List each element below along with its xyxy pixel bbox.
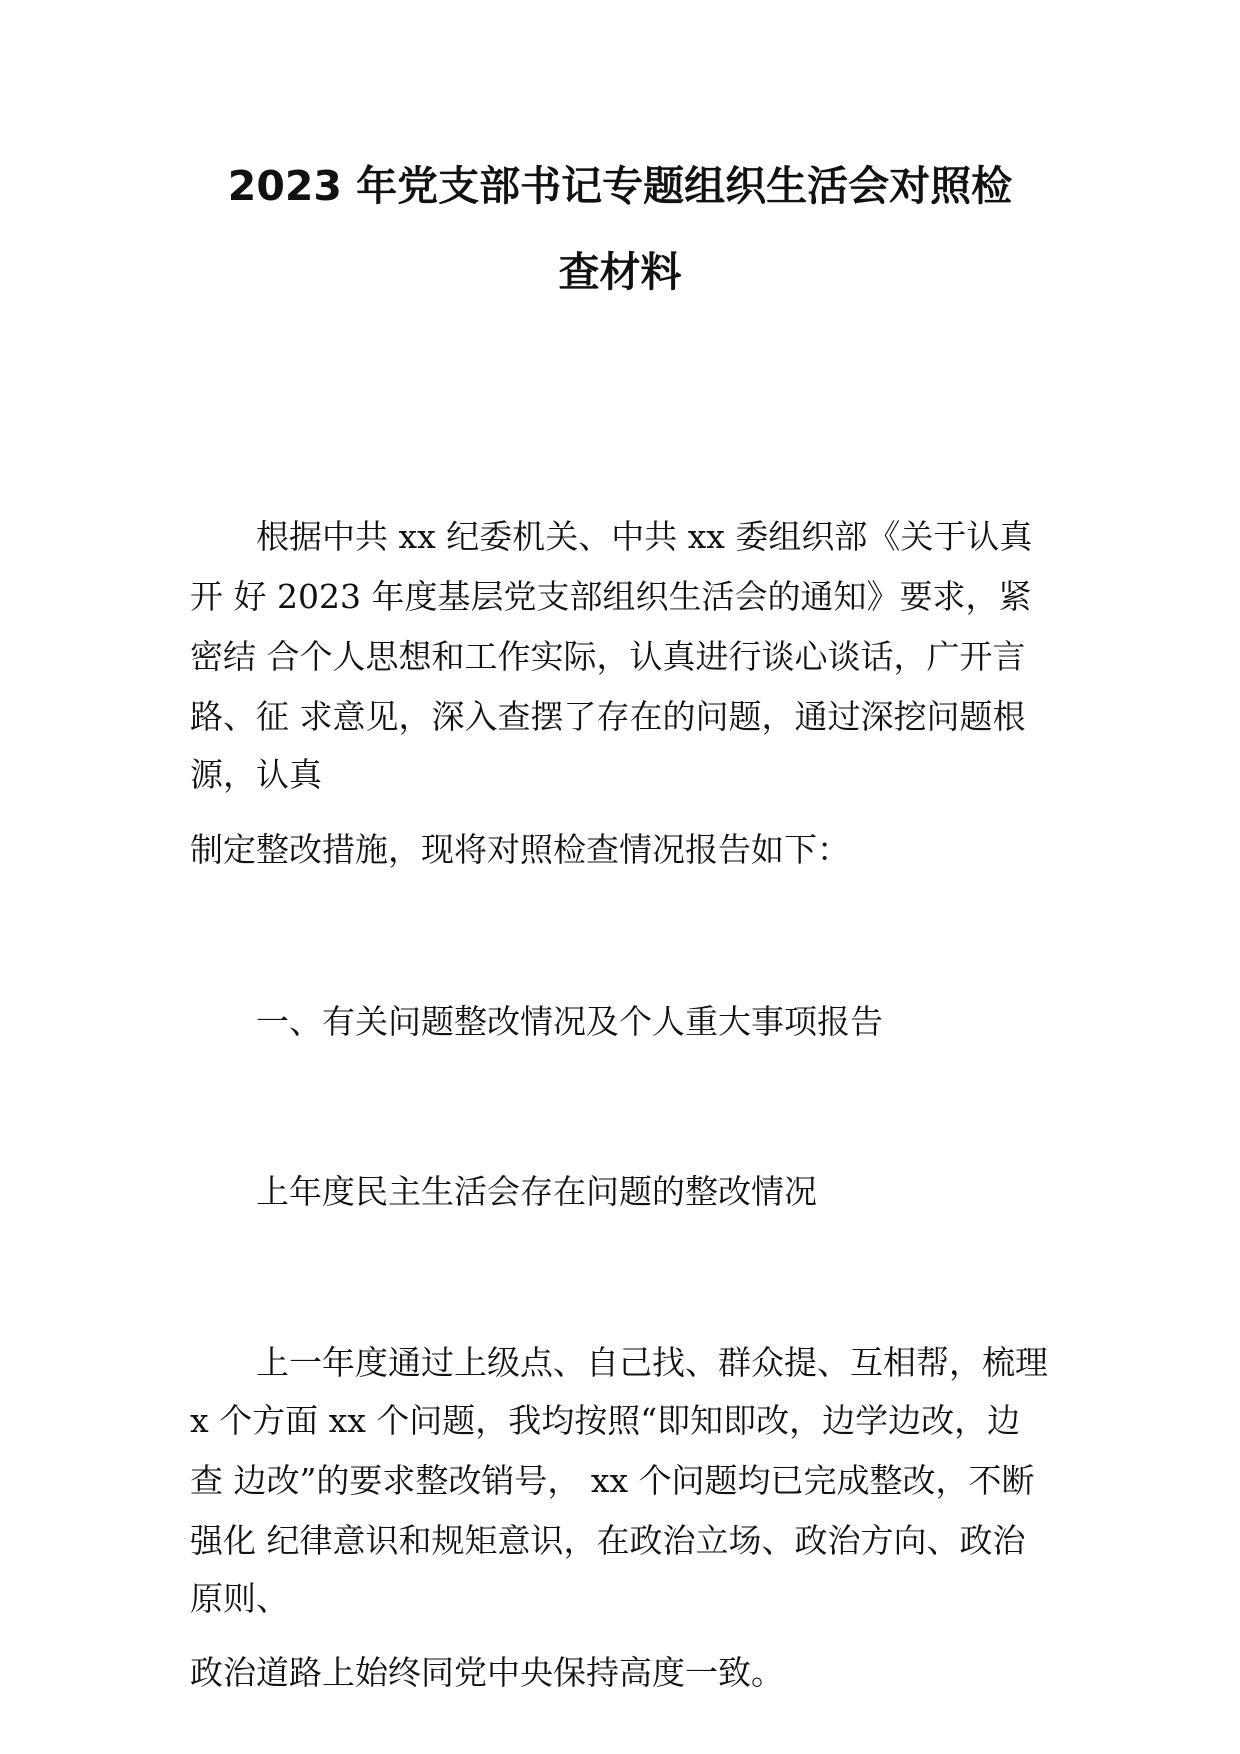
paragraph-1-line-1: 根据中共 xx 纪委机关、中共 xx 委组织部《关于认真: [190, 517, 1033, 556]
paragraph-1-line-4: 路、征 求意见，深入查摆了存在的问题，通过深挖问题根: [190, 697, 1026, 736]
paragraph-2-line-1: 上一年度通过上级点、自己找、群众提、互相帮，梳理: [190, 1343, 1048, 1382]
document-title-line-2: 查材料: [558, 248, 682, 296]
subsection-heading-1: 上年度民主生活会存在问题的整改情况: [190, 1172, 817, 1211]
paragraph-2-line-2: x 个方面 xx 个问题，我均按照“即知即改，边学边改，边: [190, 1401, 1021, 1440]
paragraph-2-line-5: 原则、: [190, 1579, 289, 1618]
paragraph-1-line-2: 开 好 2023 年度基层党支部组织生活会的通知》要求，紧: [190, 577, 1032, 616]
paragraph-1-line-5: 源，认真: [190, 755, 322, 794]
paragraph-2-line-4: 强化 纪律意识和规矩意识，在政治立场、政治方向、政治: [190, 1521, 1026, 1560]
paragraph-2-tail: 政治道路上始终同党中央保持高度一致。: [190, 1653, 784, 1692]
paragraph-1-tail: 制定整改措施，现将对照检查情况报告如下：: [190, 830, 850, 869]
paragraph-2-line-3: 查 边改”的要求整改销号， xx 个问题均已完成整改，不断: [190, 1461, 1035, 1500]
document-title-line-1: 2023 年党支部书记专题组织生活会对照检: [227, 162, 1013, 210]
paragraph-1-line-3: 密结 合个人思想和工作实际，认真进行谈心谈话，广开言: [190, 637, 1026, 676]
section-heading-1: 一、有关问题整改情况及个人重大事项报告: [190, 1002, 883, 1041]
